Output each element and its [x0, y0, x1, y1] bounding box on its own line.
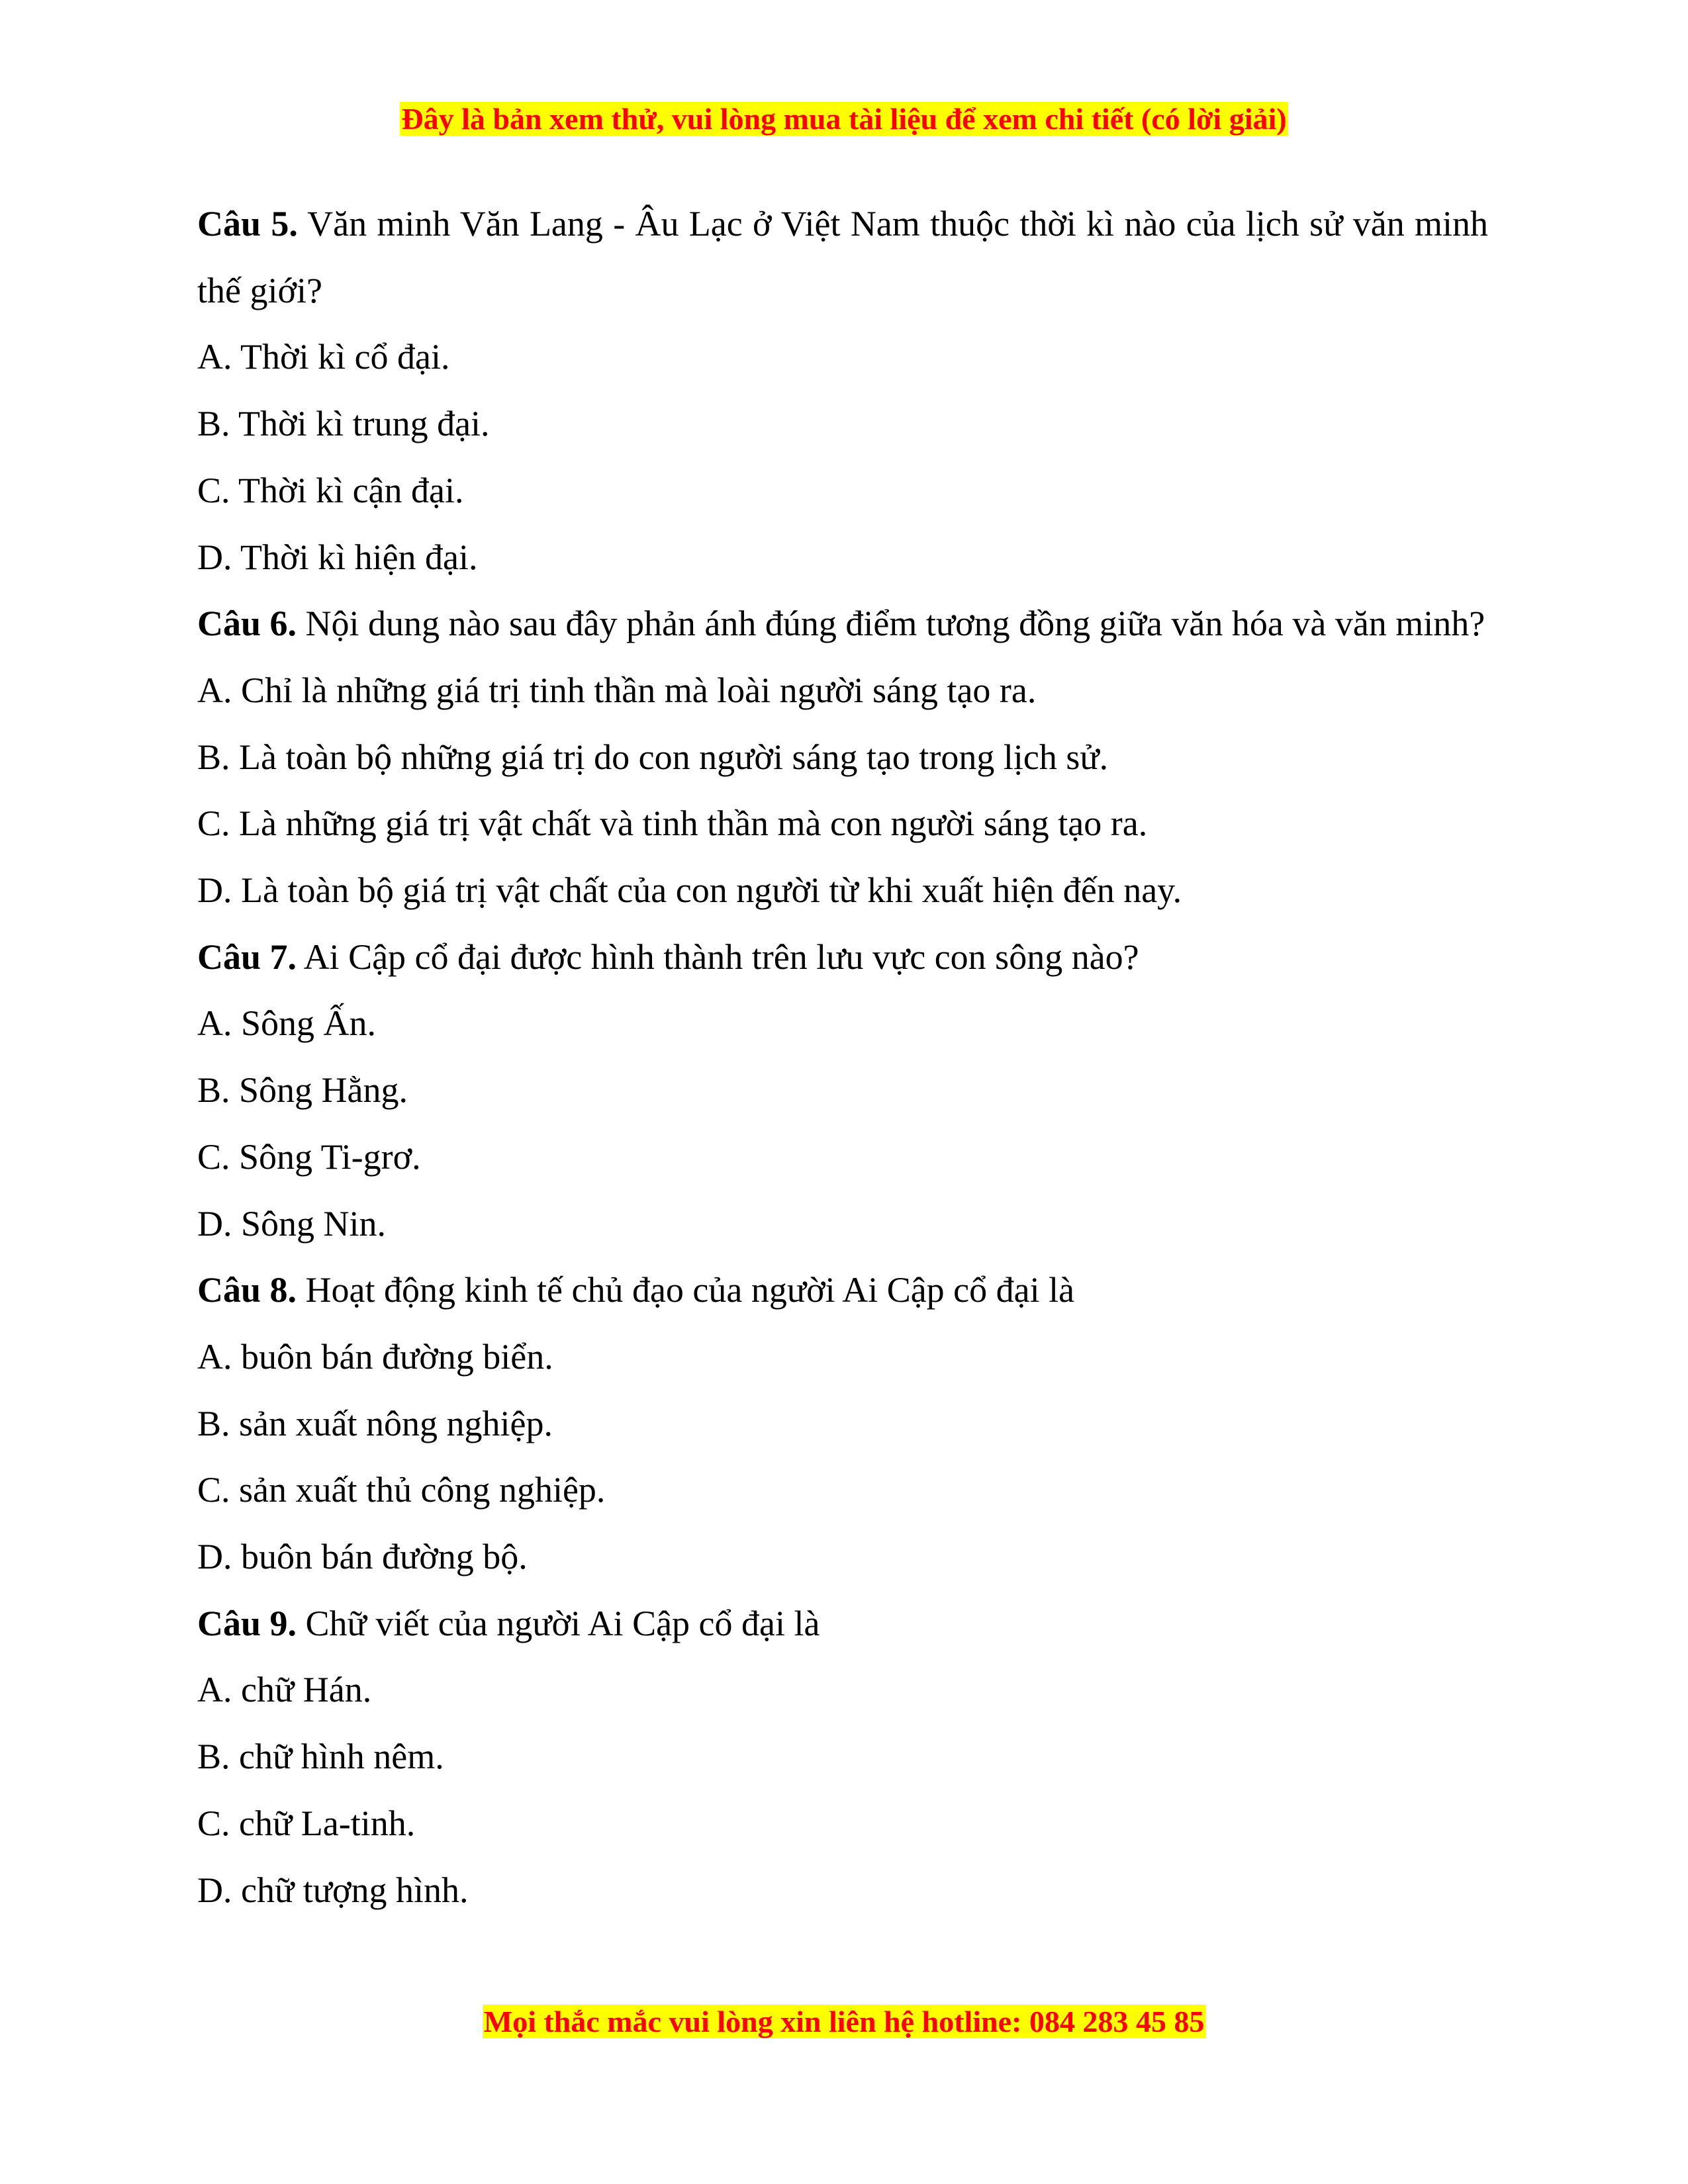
question-body: Nội dung nào sau đây phản ánh đúng điểm tương đồng giữa văn hóa và văn minh?: [305, 604, 1485, 644]
question-body: Hoạt động kinh tế chủ đạo của người Ai Cập cổ đại là: [305, 1270, 1075, 1310]
answer-option-a: A. Sông Ấn.: [197, 1003, 377, 1044]
answer-option-d: D. Là toàn bộ giá trị vật chất của con người từ khi xuất hiện đến nay.: [197, 870, 1182, 911]
question-label: Câu 9.: [197, 1603, 297, 1643]
answer-option-d: D. chữ tượng hình.: [197, 1870, 469, 1910]
hotline-notice-banner: [0, 2002, 1688, 2042]
question-body: Ai Cập cổ đại được hình thành trên lưu vực con sông nào?: [303, 936, 1139, 977]
question-9: [197, 1590, 1488, 1924]
answer-option-b: B. Thời kì trung đại.: [197, 404, 490, 444]
question-text: [197, 924, 1488, 991]
question-list: [197, 191, 1488, 1923]
answer-option-a: A. chữ Hán.: [197, 1670, 372, 1710]
answer-option-c: C. chữ La-tinh.: [197, 1803, 416, 1843]
question-7: [197, 924, 1488, 1257]
question-text: [197, 191, 1488, 324]
question-label: Câu 8.: [197, 1270, 297, 1310]
question-text: [197, 590, 1488, 657]
question-5: [197, 191, 1488, 590]
question-text: [197, 1590, 1488, 1657]
preview-notice-text: Đây là bản xem thử, vui lòng mua tài liệu để xem chi tiết (có lời giải): [401, 102, 1287, 136]
answer-option-c: C. sản xuất thủ công nghiệp.: [197, 1470, 606, 1510]
preview-notice-banner: [0, 99, 1688, 139]
answer-option-c: C. Thời kì cận đại.: [197, 470, 464, 510]
answer-option-b: B. Sông Hằng.: [197, 1070, 408, 1111]
answer-option-d: D. Sông Nin.: [197, 1203, 387, 1244]
question-8: [197, 1257, 1488, 1590]
answer-option-a: A. buôn bán đường biển.: [197, 1336, 553, 1377]
answer-option-b: B. Là toàn bộ những giá trị do con người sáng tạo trong lịch sử.: [197, 737, 1109, 777]
question-label: Câu 6.: [197, 604, 297, 644]
question-label: Câu 7.: [197, 936, 297, 977]
question-6: [197, 590, 1488, 924]
answer-option-a: A. Chỉ là những giá trị tinh thần mà loài người sáng tạo ra.: [197, 670, 1037, 710]
hotline-notice-text: Mọi thắc mắc vui lòng xin liên hệ hotline: 084 283 45 85: [483, 2005, 1205, 2038]
question-text: [197, 1257, 1488, 1324]
answer-option-c: C. Sông Ti-grơ.: [197, 1136, 421, 1177]
answer-option-c: C. Là những giá trị vật chất và tinh thần mà con người sáng tạo ra.: [197, 803, 1148, 844]
answer-option-a: A. Thời kì cổ đại.: [197, 337, 450, 377]
answer-option-b: B. chữ hình nêm.: [197, 1737, 444, 1777]
answer-option-d: D. Thời kì hiện đại.: [197, 537, 478, 577]
question-body: Chữ viết của người Ai Cập cổ đại là: [305, 1603, 820, 1643]
question-body: Văn minh Văn Lang - Âu Lạc ở Việt Nam thuộc thời kì nào của lịch sử văn minh thế giới?: [197, 204, 1489, 310]
question-label: Câu 5.: [197, 204, 298, 244]
answer-option-b: B. sản xuất nông nghiệp.: [197, 1403, 553, 1443]
answer-option-d: D. buôn bán đường bộ.: [197, 1537, 528, 1577]
